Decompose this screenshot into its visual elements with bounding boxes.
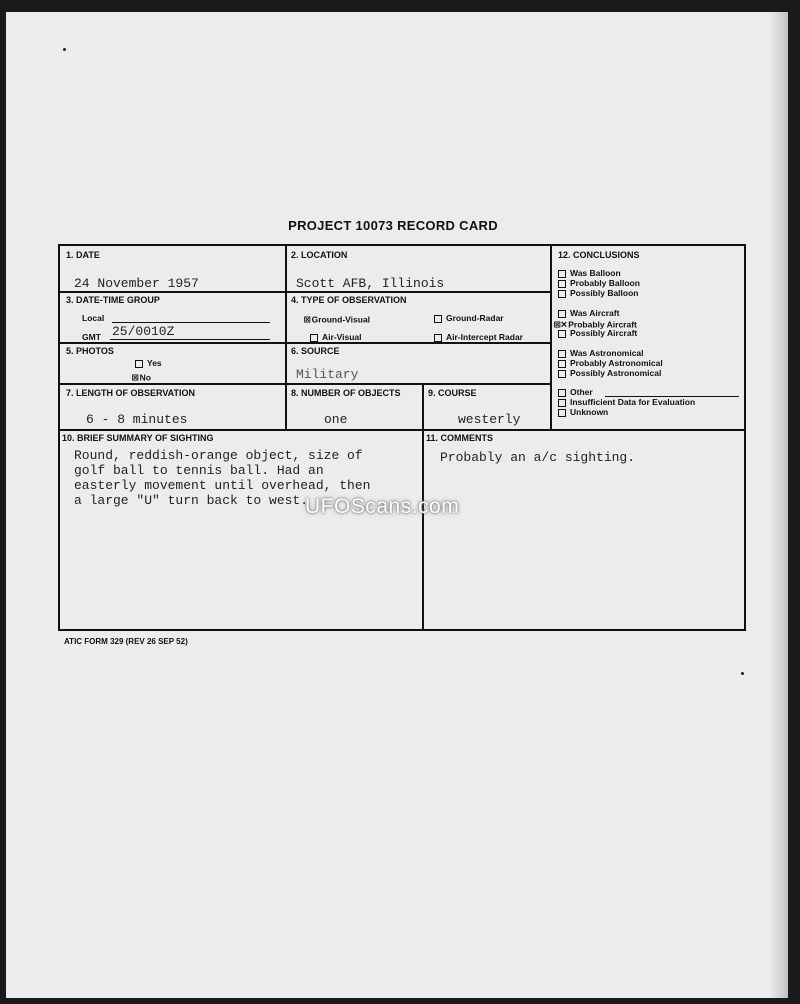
air-visual-option: Air-Visual bbox=[310, 332, 362, 342]
checkbox-icon bbox=[558, 290, 566, 298]
local-underline bbox=[112, 322, 270, 323]
ground-visual-option: ⊠Ground-Visual bbox=[304, 314, 371, 327]
conclusion-probably-astronomical: Probably Astronomical bbox=[558, 358, 663, 368]
divider bbox=[60, 342, 550, 344]
checkbox-icon bbox=[558, 270, 566, 278]
conclusion-unknown: Unknown bbox=[558, 407, 608, 417]
conclusion-possibly-aircraft: Possibly Aircraft bbox=[558, 328, 637, 338]
comments-value: Probably an a/c sighting. bbox=[440, 450, 636, 465]
photos-no-option: ⊠No bbox=[132, 372, 151, 385]
gmt-label: GMT bbox=[82, 332, 101, 342]
conclusion-was-astronomical: Was Astronomical bbox=[558, 348, 644, 358]
conclusion-was-balloon: Was Balloon bbox=[558, 268, 621, 278]
conclusion-probably-aircraft: ⊠×Probably Aircraft bbox=[554, 319, 637, 332]
form-number: ATIC FORM 329 (REV 26 SEP 52) bbox=[64, 637, 188, 646]
location-label: 2. LOCATION bbox=[291, 250, 348, 260]
checkbox-icon bbox=[558, 330, 566, 338]
divider bbox=[285, 246, 287, 429]
conclusion-possibly-astronomical: Possibly Astronomical bbox=[558, 368, 661, 378]
local-label: Local bbox=[82, 313, 105, 323]
gmt-value: 25/0010Z bbox=[112, 324, 175, 339]
number-of-objects-label: 8. NUMBER OF OBJECTS bbox=[291, 388, 401, 398]
air-intercept-radar-option: Air-Intercept Radar bbox=[434, 332, 523, 342]
checkbox-icon bbox=[135, 360, 143, 368]
brief-summary-text: Round, reddish-orange object, size of golf ball to tennis ball. Had an easterly movement until overhead, then a large "U" turn back to west. bbox=[74, 448, 371, 508]
conclusions-label: 12. CONCLUSIONS bbox=[558, 250, 640, 260]
check-mark-icon: ⊠ bbox=[304, 315, 311, 327]
record-card-form bbox=[58, 244, 746, 631]
conclusion-was-aircraft: Was Aircraft bbox=[558, 308, 619, 318]
conclusion-insufficient-data: Insufficient Data for Evaluation bbox=[558, 397, 695, 407]
conclusion-other: Other bbox=[558, 387, 593, 397]
divider bbox=[60, 429, 746, 431]
type-of-observation-label: 4. TYPE OF OBSERVATION bbox=[291, 295, 407, 305]
date-label: 1. DATE bbox=[66, 250, 100, 260]
comments-label: 11. COMMENTS bbox=[426, 433, 494, 443]
check-mark-icon: ⊠ bbox=[132, 373, 139, 385]
conclusion-possibly-balloon: Possibly Balloon bbox=[558, 288, 639, 298]
dust-speck bbox=[63, 48, 66, 51]
location-value: Scott AFB, Illinois bbox=[296, 276, 445, 291]
checkbox-icon bbox=[558, 389, 566, 397]
checkbox-icon bbox=[558, 399, 566, 407]
length-of-observation-label: 7. LENGTH OF OBSERVATION bbox=[66, 388, 196, 398]
check-mark-icon: ⊠× bbox=[554, 320, 568, 332]
ground-radar-option: Ground-Radar bbox=[434, 313, 504, 323]
divider bbox=[550, 246, 552, 429]
checkbox-icon bbox=[434, 334, 442, 342]
divider bbox=[60, 291, 550, 293]
course-value: westerly bbox=[458, 412, 521, 427]
checkbox-icon bbox=[558, 280, 566, 288]
course-label: 9. COURSE bbox=[428, 388, 477, 398]
checkbox-icon bbox=[558, 409, 566, 417]
number-of-objects-value: one bbox=[324, 412, 348, 427]
date-time-group-label: 3. DATE-TIME GROUP bbox=[66, 295, 160, 305]
source-value: Military bbox=[296, 367, 359, 382]
checkbox-icon bbox=[558, 350, 566, 358]
checkbox-icon bbox=[310, 334, 318, 342]
dust-speck bbox=[741, 672, 744, 675]
checkbox-icon bbox=[558, 370, 566, 378]
card-title: PROJECT 10073 RECORD CARD bbox=[288, 218, 498, 233]
brief-summary-label: 10. BRIEF SUMMARY OF SIGHTING bbox=[62, 433, 214, 443]
conclusion-probably-balloon: Probably Balloon bbox=[558, 278, 640, 288]
checkbox-icon bbox=[558, 310, 566, 318]
photos-label: 5. PHOTOS bbox=[66, 346, 114, 356]
source-label: 6. SOURCE bbox=[291, 346, 340, 356]
length-of-observation-value: 6 - 8 minutes bbox=[86, 412, 188, 427]
checkbox-icon bbox=[558, 360, 566, 368]
photos-yes-option: Yes bbox=[135, 358, 162, 368]
watermark: UFOScans.com bbox=[305, 495, 460, 518]
date-value: 24 November 1957 bbox=[74, 276, 199, 291]
gmt-underline bbox=[110, 339, 270, 340]
checkbox-icon bbox=[434, 315, 442, 323]
